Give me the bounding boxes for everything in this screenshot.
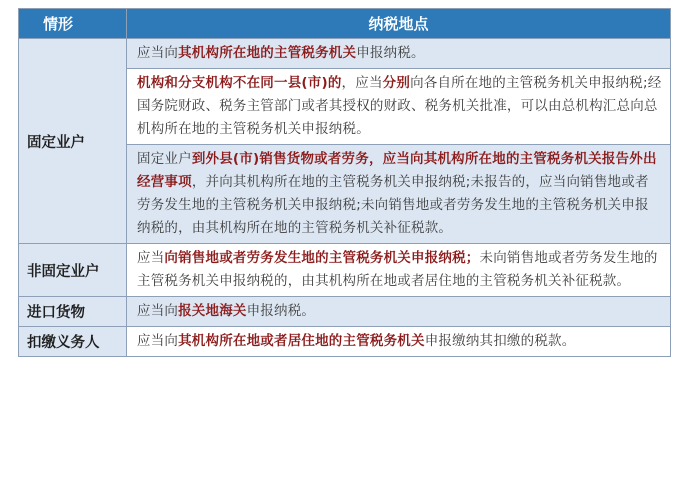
category-import-goods: 进口货物 [19,297,127,327]
header-situation: 情形 [19,9,127,39]
table-row [19,297,671,327]
withholding-rule: 应当向其机构所在地或者居住地的主管税务机关申报缴纳其扣缴的税款。 [127,327,671,357]
tax-location-table [18,8,671,357]
header-tax-location: 纳税地点 [127,9,671,39]
fixed-rule-2: 机构和分支机构不在同一县(市)的，应当分别向各自所在地的主管税务机关申报纳税;经国务院财政、税务主管部门或者其授权的财政、税务机关批准，可以由总机构汇总向总机构所在地的主管税务机关申报纳税。 [127,69,671,145]
fixed-rule-1: 应当向其机构所在地的主管税务机关申报纳税。 [127,39,671,69]
category-fixed-business: 固定业户 [19,39,127,244]
import-rule: 应当向报关地海关申报纳税。 [127,297,671,327]
table-row [19,244,671,297]
header-row [19,9,671,39]
fixed-rule-3: 固定业户到外县(市)销售货物或者劳务，应当向其机构所在地的主管税务机关报告外出经营事项，并向其机构所在地的主管税务机关申报纳税;未报告的，应当向销售地或者劳务发生地的主管税务机关申报纳税;未向销售地或者劳务发生地的主管税务机关申报纳税的，由其机构所在地的主管税务机关补征税款。 [127,145,671,244]
category-non-fixed-business: 非固定业户 [19,244,127,297]
nonfixed-rule: 应当向销售地或者劳务发生地的主管税务机关申报纳税；未向销售地或者劳务发生地的主管税务机关申报纳税的，由其机构所在地或者居住地的主管税务机关补征税款。 [127,244,671,297]
table-row [19,39,671,69]
category-withholding-agent: 扣缴义务人 [19,327,127,357]
table-row [19,327,671,357]
